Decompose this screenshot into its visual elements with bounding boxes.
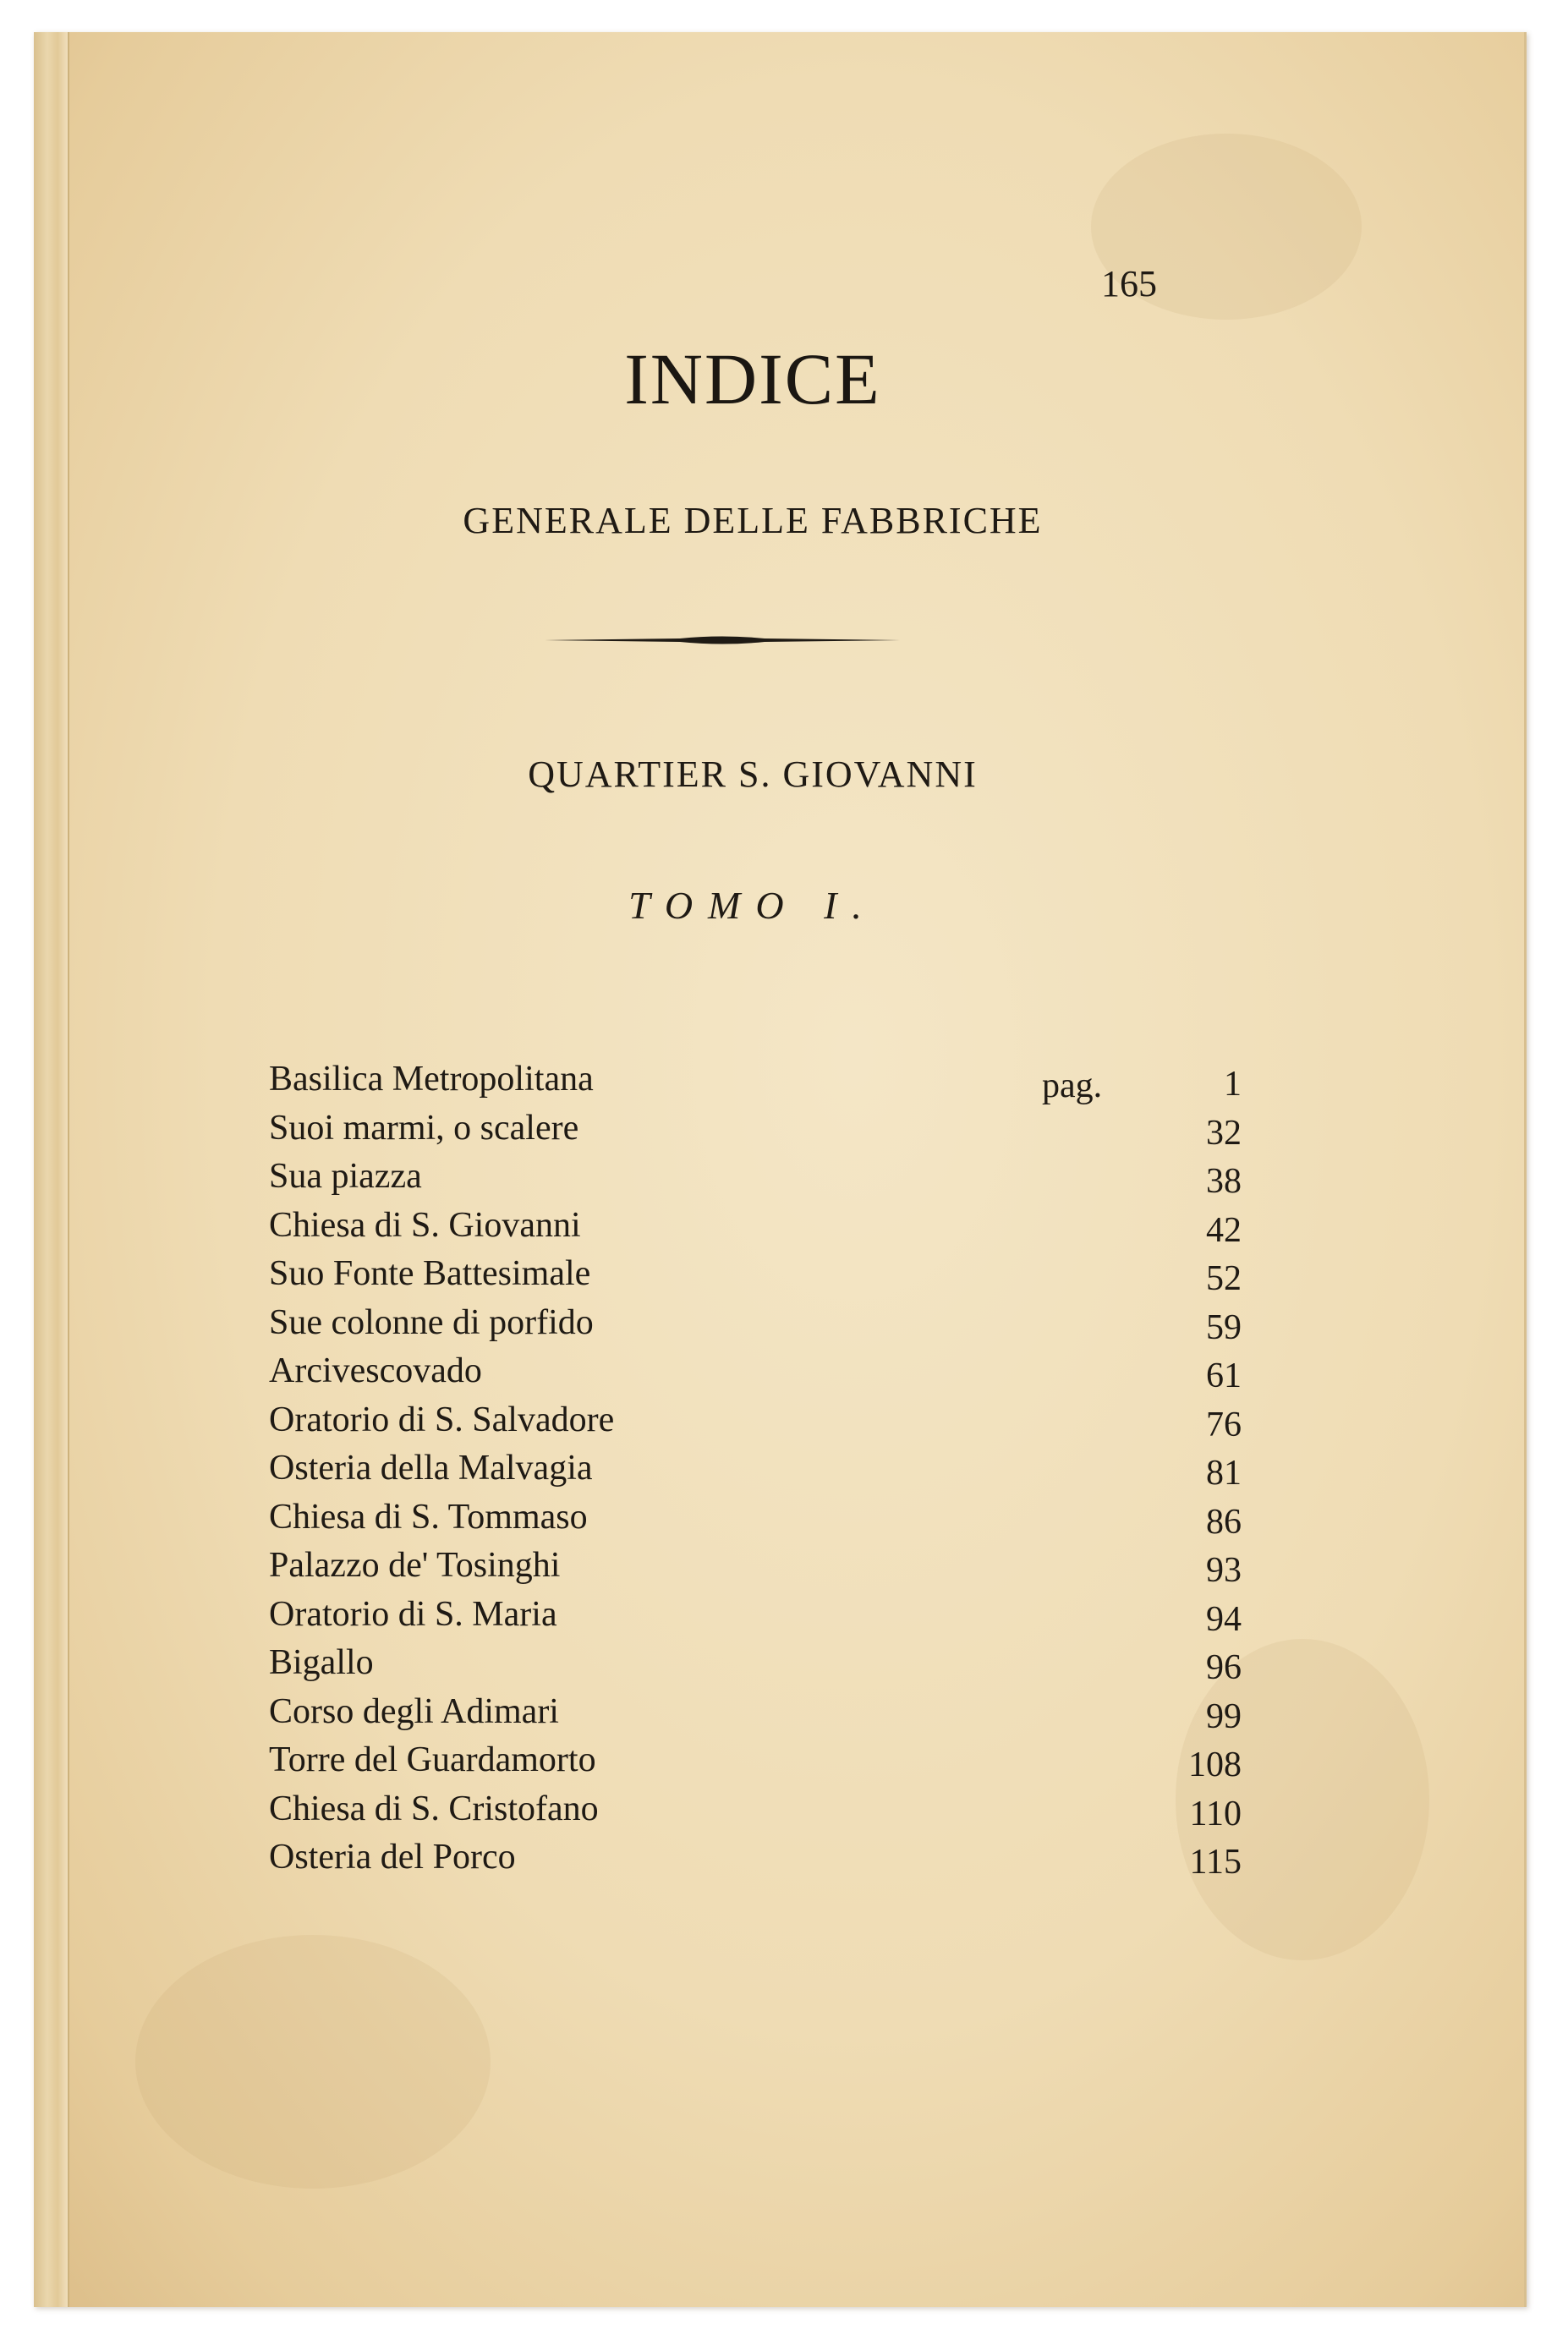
entry-page: 76 — [1206, 1405, 1242, 1444]
entry-page: 1 — [1224, 1065, 1242, 1104]
entry-page: 93 — [1206, 1551, 1242, 1590]
index-entry — [269, 1108, 1242, 1157]
index-subtitle: GENERALE DELLE FABBRICHE — [463, 500, 1043, 541]
index-entry — [269, 1351, 1242, 1400]
index-entry — [269, 1400, 1242, 1449]
entry-page: 38 — [1206, 1162, 1242, 1201]
entry-page: 99 — [1206, 1696, 1242, 1736]
entry-page: 81 — [1206, 1454, 1242, 1493]
entry-name: Osteria del Porco — [269, 1838, 516, 1877]
entry-page: 59 — [1206, 1307, 1242, 1347]
index-entry — [269, 1740, 1242, 1789]
entry-page: 86 — [1206, 1502, 1242, 1542]
entry-page: 110 — [1189, 1794, 1242, 1833]
index-entry — [269, 1642, 1242, 1691]
index-entry — [269, 1789, 1242, 1838]
book-page — [34, 32, 1527, 2307]
index-entry — [269, 1156, 1242, 1205]
paper-stain — [135, 1935, 491, 2189]
index-entry — [269, 1448, 1242, 1497]
index-entry — [269, 1594, 1242, 1643]
index-entry — [269, 1837, 1242, 1886]
entry-page: 115 — [1189, 1843, 1242, 1882]
entry-name: Sua piazza — [269, 1157, 422, 1196]
index-entry — [269, 1497, 1242, 1546]
entry-name: Palazzo de' Tosinghi — [269, 1546, 561, 1585]
entry-name: Suo Fonte Battesimale — [269, 1254, 591, 1293]
entry-name: Osteria della Malvagia — [269, 1449, 593, 1488]
entry-name: Sue colonne di porfido — [269, 1302, 594, 1342]
entry-name: Chiesa di S. Tommaso — [269, 1497, 588, 1537]
entry-page: 94 — [1206, 1599, 1242, 1639]
index-entries — [269, 1059, 1242, 1886]
entry-name: Suoi marmi, o scalere — [269, 1108, 579, 1148]
page-number: 165 — [1101, 263, 1157, 304]
entry-name: Arcivescovado — [269, 1351, 482, 1390]
pag-label: pag. — [1042, 1066, 1103, 1105]
entry-name: Torre del Guardamorto — [269, 1740, 596, 1779]
entry-name: Oratorio di S. Salvadore — [269, 1400, 615, 1439]
index-entry — [269, 1545, 1242, 1594]
entry-name: Basilica Metropolitana — [269, 1060, 594, 1099]
index-entry — [269, 1059, 1242, 1108]
entry-page: 32 — [1206, 1113, 1242, 1153]
entry-page: 96 — [1206, 1648, 1242, 1687]
entry-page: 61 — [1206, 1356, 1242, 1395]
index-entry — [269, 1205, 1242, 1254]
entry-page: 42 — [1206, 1210, 1242, 1250]
index-title: INDICE — [624, 338, 881, 419]
entry-page: 52 — [1206, 1259, 1242, 1298]
index-entry — [269, 1691, 1242, 1740]
entry-name: Chiesa di S. Cristofano — [269, 1789, 599, 1828]
entry-name: Chiesa di S. Giovanni — [269, 1205, 581, 1245]
index-entry — [269, 1302, 1242, 1351]
entry-name: Bigallo — [269, 1643, 374, 1682]
volume-heading: TOMO I. — [628, 884, 877, 927]
decorative-rule — [545, 634, 900, 646]
index-entry — [269, 1253, 1242, 1302]
entry-page: 108 — [1188, 1745, 1242, 1784]
section-heading: QUARTIER S. GIOVANNI — [528, 754, 978, 795]
entry-name: Oratorio di S. Maria — [269, 1594, 557, 1634]
entry-name: Corso degli Adimari — [269, 1691, 559, 1731]
